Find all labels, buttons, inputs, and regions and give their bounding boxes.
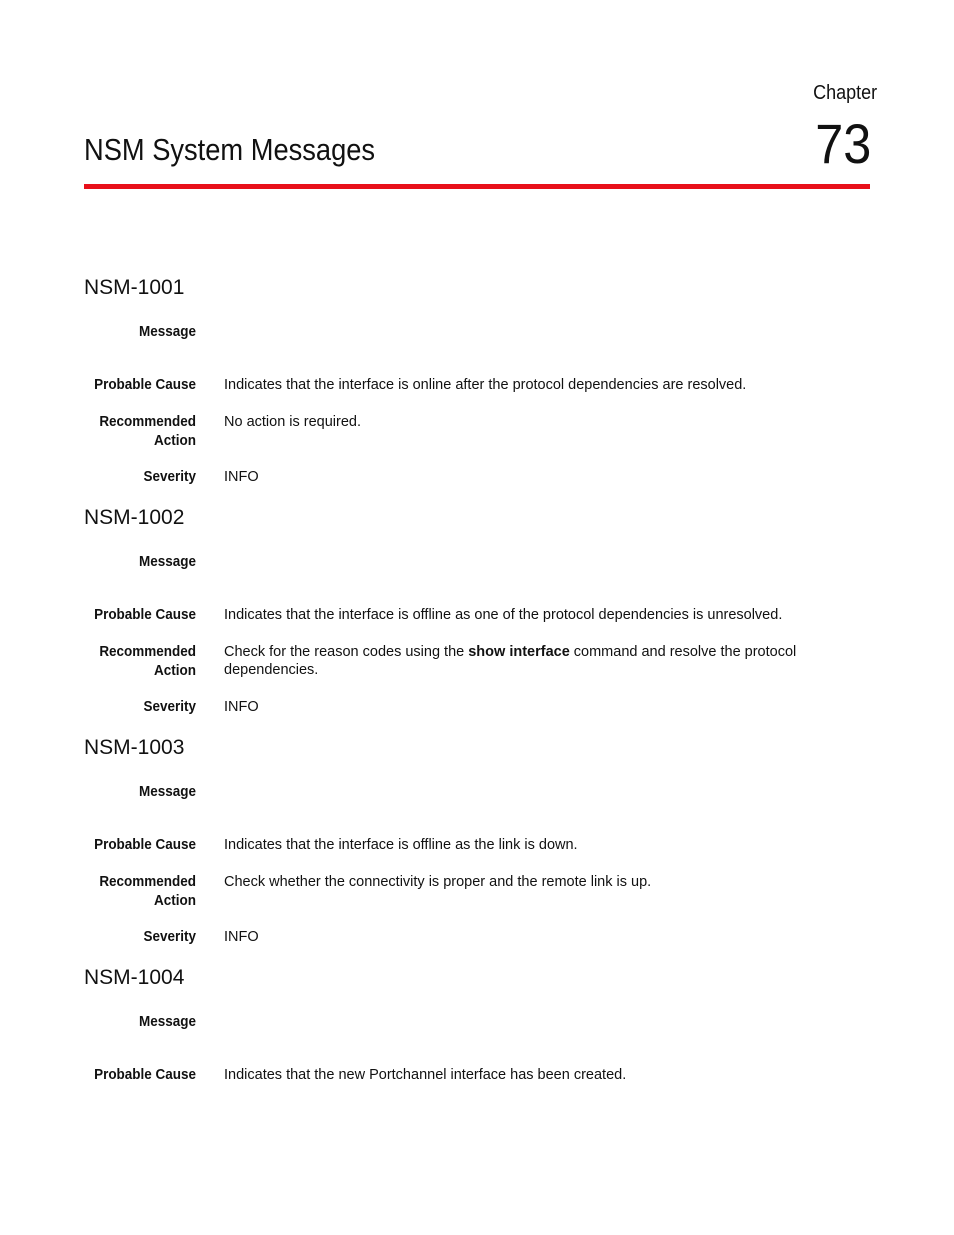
probable-cause-value: Indicates that the interface is online after the protocol dependencies are resolved. (224, 377, 747, 393)
recommended-action-label-line2: Action (154, 663, 196, 679)
message-label: Message (139, 324, 196, 340)
severity-label: Severity (143, 699, 196, 715)
recommended-action-row (0, 643, 954, 681)
message-row (0, 323, 954, 355)
recommended-action-text-after: command and resolve the protocol dependencies. (224, 644, 797, 678)
recommended-action-label-line1: Recommended (99, 874, 196, 890)
message-list (0, 274, 954, 1102)
message-heading: NSM-1003 (84, 736, 185, 759)
message-section-nsm-1003 (0, 734, 954, 947)
recommended-action-label (14, 413, 196, 451)
probable-cause-label: Probable Cause (94, 377, 196, 393)
recommended-action-label-line1: Recommended (99, 414, 196, 430)
command-name: show interface (468, 644, 570, 660)
message-label: Message (139, 554, 196, 570)
message-row (0, 783, 954, 815)
severity-label: Severity (143, 929, 196, 945)
chapter-label: Chapter (812, 82, 877, 104)
message-heading: NSM-1001 (84, 276, 185, 299)
recommended-action-row (0, 413, 954, 451)
probable-cause-label: Probable Cause (94, 837, 196, 853)
probable-cause-label: Probable Cause (94, 1067, 196, 1083)
recommended-action-label (14, 873, 196, 911)
recommended-action-row (0, 873, 954, 911)
probable-cause-value: Indicates that the interface is offline as the link is down. (224, 837, 578, 853)
severity-label: Severity (143, 469, 196, 485)
title-rule (84, 184, 870, 189)
message-label: Message (139, 1014, 196, 1030)
recommended-action-text-before: Check for the reason codes using the (224, 644, 469, 660)
message-row (0, 553, 954, 585)
severity-row (0, 468, 954, 487)
recommended-action-label-line2: Action (154, 893, 196, 909)
message-section-nsm-1002 (0, 504, 954, 717)
chapter-number: 73 (814, 112, 871, 175)
probable-cause-row (0, 376, 954, 395)
recommended-action-label (14, 643, 196, 681)
probable-cause-row (0, 1066, 954, 1085)
message-row (0, 1013, 954, 1045)
page-title: NSM System Messages (84, 132, 376, 167)
probable-cause-value: Indicates that the new Portchannel interface has been created. (224, 1067, 627, 1083)
message-label: Message (139, 784, 196, 800)
severity-value: INFO (224, 929, 259, 945)
recommended-action-label-line2: Action (154, 433, 196, 449)
probable-cause-row (0, 606, 954, 625)
message-section-nsm-1001 (0, 274, 954, 487)
probable-cause-row (0, 836, 954, 855)
message-heading: NSM-1002 (84, 506, 185, 529)
message-section-nsm-1004 (0, 964, 954, 1085)
recommended-action-label-line1: Recommended (99, 644, 196, 660)
severity-row (0, 698, 954, 717)
probable-cause-label: Probable Cause (94, 607, 196, 623)
severity-value: INFO (224, 699, 259, 715)
severity-value: INFO (224, 469, 259, 485)
probable-cause-value: Indicates that the interface is offline as one of the protocol dependencies is unresolved. (224, 607, 783, 623)
recommended-action-value: No action is required. (224, 414, 362, 430)
severity-row (0, 928, 954, 947)
recommended-action-value: Check whether the connectivity is proper and the remote link is up. (224, 874, 652, 890)
message-heading: NSM-1004 (84, 966, 185, 989)
recommended-action-value (224, 643, 824, 679)
